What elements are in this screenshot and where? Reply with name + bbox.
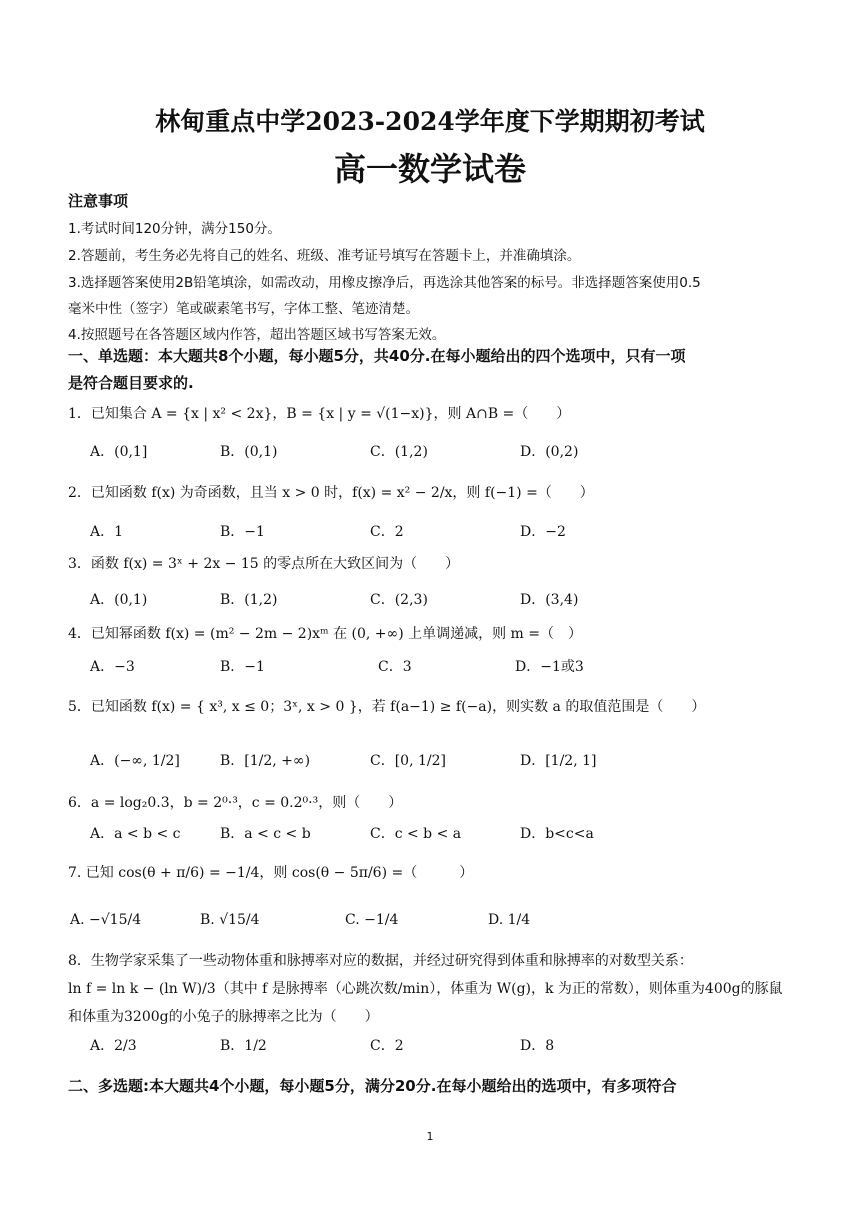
q4-option-c: C．3 <box>378 659 412 675</box>
question-8-cont: 和体重为3200g的小兔子的脉搏率之比为（ ） <box>68 1009 379 1025</box>
exam-subtitle: 高一数学试卷 <box>333 150 526 188</box>
notes-heading: 注意事项 <box>68 192 129 210</box>
note-item: 3.选择题答案使用2B铅笔填涂，如需改动，用橡皮擦净后，再选涂其他答案的标号。非选择题答案使用0.5 <box>68 275 701 291</box>
q7-option-c: C. −1/4 <box>345 912 399 928</box>
q7-option-b: B. √15/4 <box>200 912 260 928</box>
note-item: 4.按照题号在各答题区域内作答，超出答题区域书写答案无效。 <box>68 327 446 343</box>
q4-option-b: B．−1 <box>220 659 265 675</box>
note-item: 毫米中性（签字）笔或碳素笔书写，字体工整、笔迹清楚。 <box>68 301 419 317</box>
q5-option-b: B．[1/2, +∞) <box>220 753 311 769</box>
q7-option-d: D. 1/4 <box>488 912 531 928</box>
q5-option-a: A．(−∞, 1/2] <box>90 753 180 769</box>
section2-heading: 二、多选题:本大题共4个小题，每小题5分，满分20分.在每小题给出的选项中，有多项符合 <box>68 1077 677 1095</box>
q4-option-a: A．−3 <box>90 659 135 675</box>
q3-option-c: C．(2,3) <box>370 592 428 608</box>
question-8-cont: ln f = ln k − (ln W)/3（其中 f 是脉搏率（心跳次数/min），体重为 W(g)，k 为正的常数），则体重为400g的豚鼠 <box>68 981 783 997</box>
exam-title: 林甸重点中学2023-2024学年度下学期期初考试 <box>155 107 705 136</box>
q8-option-b: B．1/2 <box>220 1038 267 1054</box>
question-6: 6．a = log₂0.3，b = 2⁰·³，c = 0.2⁰·³，则（ ） <box>68 795 403 811</box>
q5-option-d: D．[1/2, 1] <box>520 753 597 769</box>
q3-option-b: B．(1,2) <box>220 592 278 608</box>
question-5: 5．已知函数 f(x) = { x³, x ≤ 0；3ˣ, x > 0 }，若 f(a−1) ≥ f(−a)，则实数 a 的取值范围是（ ） <box>68 699 706 715</box>
section1-heading-cont: 是符合题目要求的. <box>68 374 194 392</box>
q5-option-c: C．[0, 1/2] <box>370 753 446 769</box>
question-8: 8．生物学家采集了一些动物体重和脉搏率对应的数据，并经过研究得到体重和脉搏率的对数型关系： <box>68 953 693 969</box>
q8-option-c: C．2 <box>370 1038 404 1054</box>
q1-option-c: C．(1,2) <box>370 444 428 460</box>
q2-option-d: D．−2 <box>520 524 566 540</box>
q6-option-c: C．c < b < a <box>370 826 462 842</box>
q6-option-a: A．a < b < c <box>90 826 181 842</box>
section1-heading: 一、单选题：本大题共8个小题，每小题5分，共40分.在每小题给出的四个选项中，只有一项 <box>68 347 686 365</box>
question-4: 4．已知幂函数 f(x) = (m² − 2m − 2)xᵐ 在 (0, +∞) 上单调递减，则 m =（ ） <box>68 626 583 642</box>
note-item: 2.答题前，考生务必先将自己的姓名、班级、准考证号填写在答题卡上，并准确填涂。 <box>68 248 581 264</box>
q3-option-d: D．(3,4) <box>520 592 579 608</box>
q3-option-a: A．(0,1) <box>90 592 148 608</box>
q2-option-b: B．−1 <box>220 524 265 540</box>
q8-option-a: A．2/3 <box>90 1038 137 1054</box>
question-7: 7. 已知 cos(θ + π/6) = −1/4，则 cos(θ − 5π/6) =（ ） <box>68 865 474 881</box>
q1-option-a: A．(0,1] <box>90 444 148 460</box>
q2-option-a: A．1 <box>90 524 124 540</box>
q1-option-b: B．(0,1) <box>220 444 278 460</box>
q1-option-d: D．(0,2) <box>520 444 579 460</box>
question-3: 3．函数 f(x) = 3ˣ + 2x − 15 的零点所在大致区间为（ ） <box>68 556 460 572</box>
q8-option-d: D．8 <box>520 1038 555 1054</box>
q6-option-b: B．a < c < b <box>220 826 311 842</box>
q4-option-d: D．−1或3 <box>515 659 584 675</box>
q2-option-c: C．2 <box>370 524 404 540</box>
question-1: 1．已知集合 A = {x | x² < 2x}，B = {x | y = √(1−x)}，则 A∩B =（ ） <box>68 406 571 422</box>
page-number: 1 <box>426 1130 434 1143</box>
note-item: 1.考试时间120分钟，满分150分。 <box>68 221 281 237</box>
q7-option-a: A. −√15/4 <box>70 912 142 928</box>
question-2: 2．已知函数 f(x) 为奇函数，且当 x > 0 时，f(x) = x² − 2/x，则 f(−1) =（ ） <box>68 485 594 501</box>
q6-option-d: D．b<c<a <box>520 826 594 842</box>
